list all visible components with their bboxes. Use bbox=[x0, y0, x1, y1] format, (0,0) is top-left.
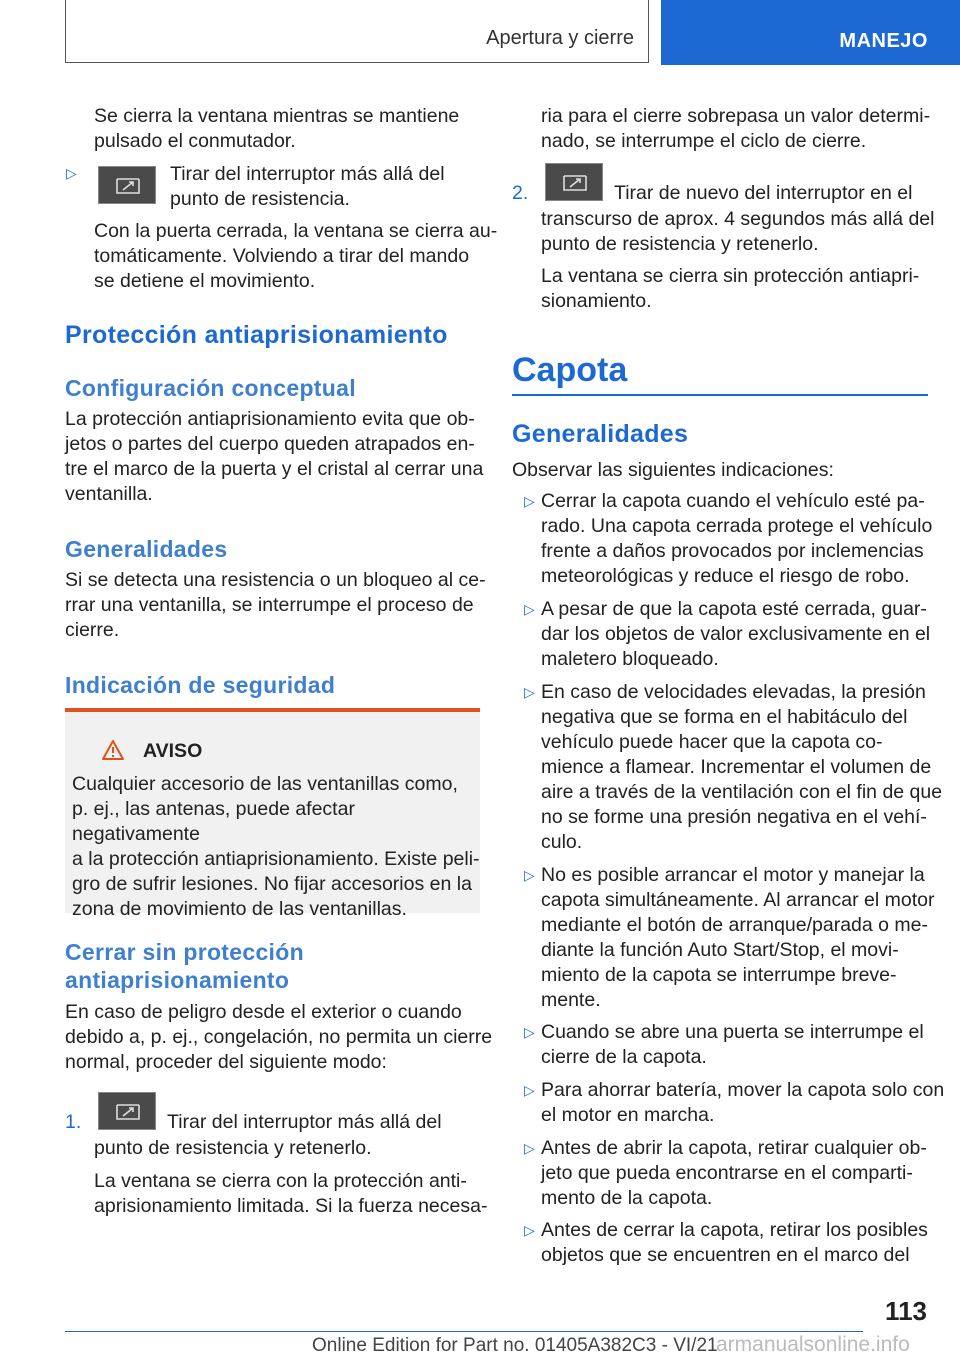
step-1-continuation: La ventana se cierra con la protección anti- aprisionamiento limitada. Si la fuerza necesa- bbox=[94, 1170, 488, 1217]
header-chapter-title: MANEJO bbox=[839, 30, 928, 52]
warning-title: AVISO bbox=[143, 740, 203, 762]
bullet-marker: ▷ bbox=[524, 601, 535, 617]
warning-text: Cualquier accesorio de las ventanillas como, p. ej., las antenas, puede afectar negativamente a la protección antiaprisionamiento. Existe peli- gro de sufrir lesiones. No fijar accesorios en la zona de movimiento de las ventanillas. bbox=[72, 773, 480, 920]
heading-generalidades-right: Generalidades bbox=[512, 420, 689, 448]
window-switch-icon bbox=[545, 163, 603, 201]
bullet-marker: ▷ bbox=[524, 1222, 535, 1238]
footer-edition: Online Edition for Part no. 01405A382C3 - VI/21 bbox=[312, 1335, 718, 1356]
bullet-marker: ▷ bbox=[524, 1082, 535, 1098]
bullet-marker: ▷ bbox=[66, 165, 77, 181]
footer-rule bbox=[65, 1331, 863, 1332]
bullet1-continuation: Con la puerta cerrada, la ventana se cierra au- tomáticamente. Volviendo a tirar del mando se detiene el movimiento. bbox=[94, 220, 498, 292]
heading-configuracion: Configuración conceptual bbox=[65, 375, 356, 401]
heading-seguridad: Indicación de seguridad bbox=[65, 672, 336, 698]
capota-bullet-5: Cuando se abre una puerta se interrumpe el cierre de la capota. bbox=[541, 1021, 924, 1068]
heading-capota: Capota bbox=[512, 351, 628, 389]
heading-generalidades-left: Generalidades bbox=[65, 536, 228, 562]
window-switch-icon bbox=[98, 166, 156, 204]
capota-bullet-8: Antes de cerrar la capota, retirar los posibles objetos que se encuentren en el marco del bbox=[541, 1219, 928, 1266]
warning-box bbox=[65, 708, 480, 920]
header-section-tab bbox=[65, 0, 649, 63]
page-number: 113 bbox=[885, 1296, 927, 1326]
capota-bullet-3: En caso de velocidades elevadas, la presión negativa que se forma en el habitáculo del vehículo puede hacer que la capota co- mience a flamear. Incrementar el volumen de aire a través de la ventilación con el fin de que no se forme una presión negativa en el vehí- culo. bbox=[541, 681, 943, 853]
observar-paragraph: Observar las siguientes indicaciones: bbox=[512, 459, 834, 481]
warning-triangle-icon bbox=[101, 739, 125, 766]
cerrar-paragraph: En caso de peligro desde el exterior o cuando debido a, p. ej., congelación, no permita un cierre normal, proceder del siguiente modo: bbox=[65, 1001, 493, 1073]
capota-bullet-1: Cerrar la capota cuando el vehículo esté pa- rado. Una capota cerrada protege el vehículo frente a daños provocados por inclemencias meteorológicas y reduce el riesgo de robo. bbox=[541, 490, 933, 587]
capota-bullet-2: A pesar de que la capota esté cerrada, guar- dar los objetos de valor exclusivamente en el maletero bloqueado. bbox=[541, 598, 931, 670]
step-1-text-line2: punto de resistencia y retenerlo. bbox=[94, 1137, 372, 1159]
intro-paragraph: Se cierra la ventana mientras se mantiene pulsado el conmutador. bbox=[94, 105, 460, 152]
step-1-text: Tirar del interruptor más allá del bbox=[167, 1111, 442, 1133]
watermark: armanualsonline.info bbox=[716, 1333, 910, 1356]
capota-heading-rule bbox=[512, 394, 928, 396]
right-continuation-paragraph: ria para el cierre sobrepasa un valor determi- nado, se interrumpe el ciclo de cierre. bbox=[541, 105, 931, 152]
bullet-marker: ▷ bbox=[524, 493, 535, 509]
bullet-marker: ▷ bbox=[524, 1024, 535, 1040]
header-chapter-tab bbox=[661, 0, 960, 65]
header-section-title: Apertura y cierre bbox=[486, 27, 634, 49]
bullet1-text: Tirar del interruptor más allá del punto de resistencia. bbox=[170, 163, 445, 210]
capota-bullet-7: Antes de abrir la capota, retirar cualquier ob- jeto que pueda encontrarse en el comparti- mento de la capota. bbox=[541, 1137, 927, 1209]
capota-bullet-4: No es posible arrancar el motor y manejar la capota simultáneamente. Al arrancar el motor mediante el botón de arranque/parada o me- diante la función Auto Start/Stop, el movi- miento de la capota se interrumpe breve- mente. bbox=[541, 864, 935, 1011]
bullet-marker: ▷ bbox=[524, 867, 535, 883]
step-1-number: 1. bbox=[65, 1111, 82, 1133]
generalidades-paragraph: Si se detecta una resistencia o un bloqueo al ce- rrar una ventanilla, se interrumpe el proceso de cierre. bbox=[65, 569, 486, 641]
step-2-number: 2. bbox=[512, 182, 529, 204]
capota-bullet-6: Para ahorrar batería, mover la capota solo con el motor en marcha. bbox=[541, 1079, 945, 1126]
step-2-text: Tirar de nuevo del interruptor en el bbox=[614, 182, 913, 204]
bullet-marker: ▷ bbox=[524, 684, 535, 700]
step-2-text-line2: transcurso de aprox. 4 segundos más allá del punto de resistencia y retenerlo. bbox=[541, 208, 935, 255]
window-switch-icon bbox=[98, 1092, 156, 1130]
heading-cerrar-sin-proteccion: Cerrar sin protección antiaprisionamiento bbox=[65, 939, 304, 993]
config-paragraph: La protección antiaprisionamiento evita que ob- jetos o partes del cuerpo queden atrapados en- tre el marco de la puerta y el cristal al cerrar una ventanilla. bbox=[65, 408, 484, 505]
step-2-continuation: La ventana se cierra sin protección antiapri- sionamiento. bbox=[541, 265, 920, 312]
bullet-marker: ▷ bbox=[524, 1140, 535, 1156]
heading-proteccion: Protección antiaprisionamiento bbox=[65, 321, 448, 349]
